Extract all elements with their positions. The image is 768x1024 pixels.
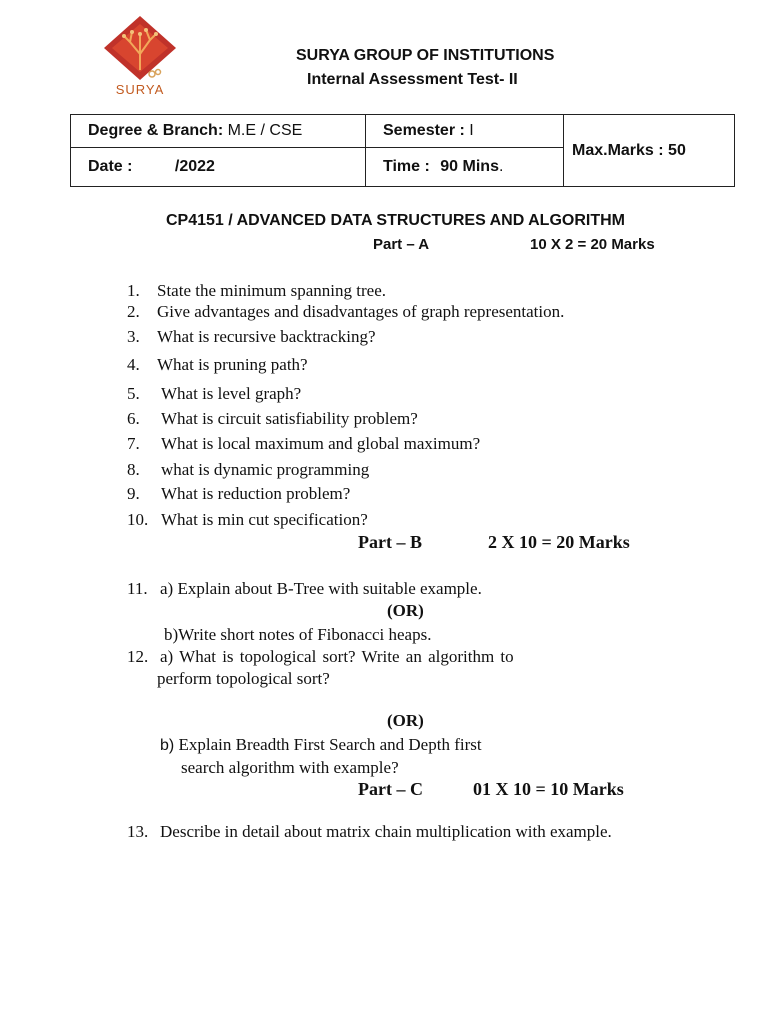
list-item: 4. What is pruning path?: [127, 355, 308, 374]
degree-label: Degree & Branch:: [88, 122, 224, 139]
list-item: 10. What is min cut specification?: [127, 510, 368, 529]
time-suffix: .: [498, 158, 504, 175]
list-item: 9. What is reduction problem?: [127, 484, 351, 503]
exam-info-table: [70, 114, 735, 187]
part-c-marks: 01 X 10 = 10 Marks: [473, 779, 624, 799]
list-item: 1. State the minimum spanning tree.: [127, 281, 386, 300]
course-title: CP4151 / ADVANCED DATA STRUCTURES AND ALGORITHM: [166, 212, 625, 229]
surya-logo-icon: [100, 14, 180, 98]
list-item: 3. What is recursive backtracking?: [127, 327, 376, 346]
semester-label: Semester :: [383, 122, 465, 139]
max-marks-cell: [564, 115, 735, 187]
date-label: Date :: [88, 158, 133, 175]
time-label: Time :: [383, 158, 430, 175]
question-12b: b) Explain Breadth First Search and Depth first: [160, 735, 482, 754]
question-11a: 11. a) Explain about B-Tree with suitable example.: [127, 579, 482, 598]
question-12b-cont: search algorithm with example?: [181, 758, 399, 777]
date-value: /2022: [174, 158, 215, 175]
date-cell: [71, 148, 366, 187]
svg-text:SURYA: SURYA: [115, 82, 165, 97]
or-separator: (OR): [387, 601, 424, 620]
list-item: 8. what is dynamic programming: [127, 460, 370, 479]
list-item: 7. What is local maximum and global maximum?: [127, 434, 481, 453]
semester-cell: [366, 115, 564, 148]
list-item: 5. What is level graph?: [127, 384, 302, 403]
list-item: 6. What is circuit satisfiability problem?: [127, 409, 418, 428]
max-marks: Max.Marks : 50: [572, 141, 686, 159]
question-12a-cont: perform topological sort?: [157, 669, 330, 688]
logo: [100, 14, 180, 98]
or-separator: (OR): [387, 711, 424, 730]
test-name: Internal Assessment Test- II: [307, 71, 518, 88]
degree-value: M.E / CSE: [223, 122, 303, 139]
semester-value: I: [464, 122, 474, 139]
part-a-marks: 10 X 2 = 20 Marks: [530, 236, 655, 253]
part-a-title: Part – A: [373, 236, 430, 253]
degree-cell: [71, 115, 366, 148]
part-c-title: Part – C: [358, 779, 423, 799]
part-b-title: Part – B: [358, 532, 422, 552]
time-cell: [366, 148, 564, 187]
time-value: 90 Mins: [440, 158, 499, 175]
institution-name: SURYA GROUP OF INSTITUTIONS: [296, 47, 555, 64]
question-13: 13. Describe in detail about matrix chain multiplication with example.: [127, 822, 612, 841]
question-11b: b)Write short notes of Fibonacci heaps.: [164, 625, 432, 644]
question-12a: 12. a) What is topological sort? Write an algorithm to: [127, 647, 514, 666]
part-b-marks: 2 X 10 = 20 Marks: [488, 532, 630, 552]
list-item: 2. Give advantages and disadvantages of graph representation.: [127, 302, 565, 321]
